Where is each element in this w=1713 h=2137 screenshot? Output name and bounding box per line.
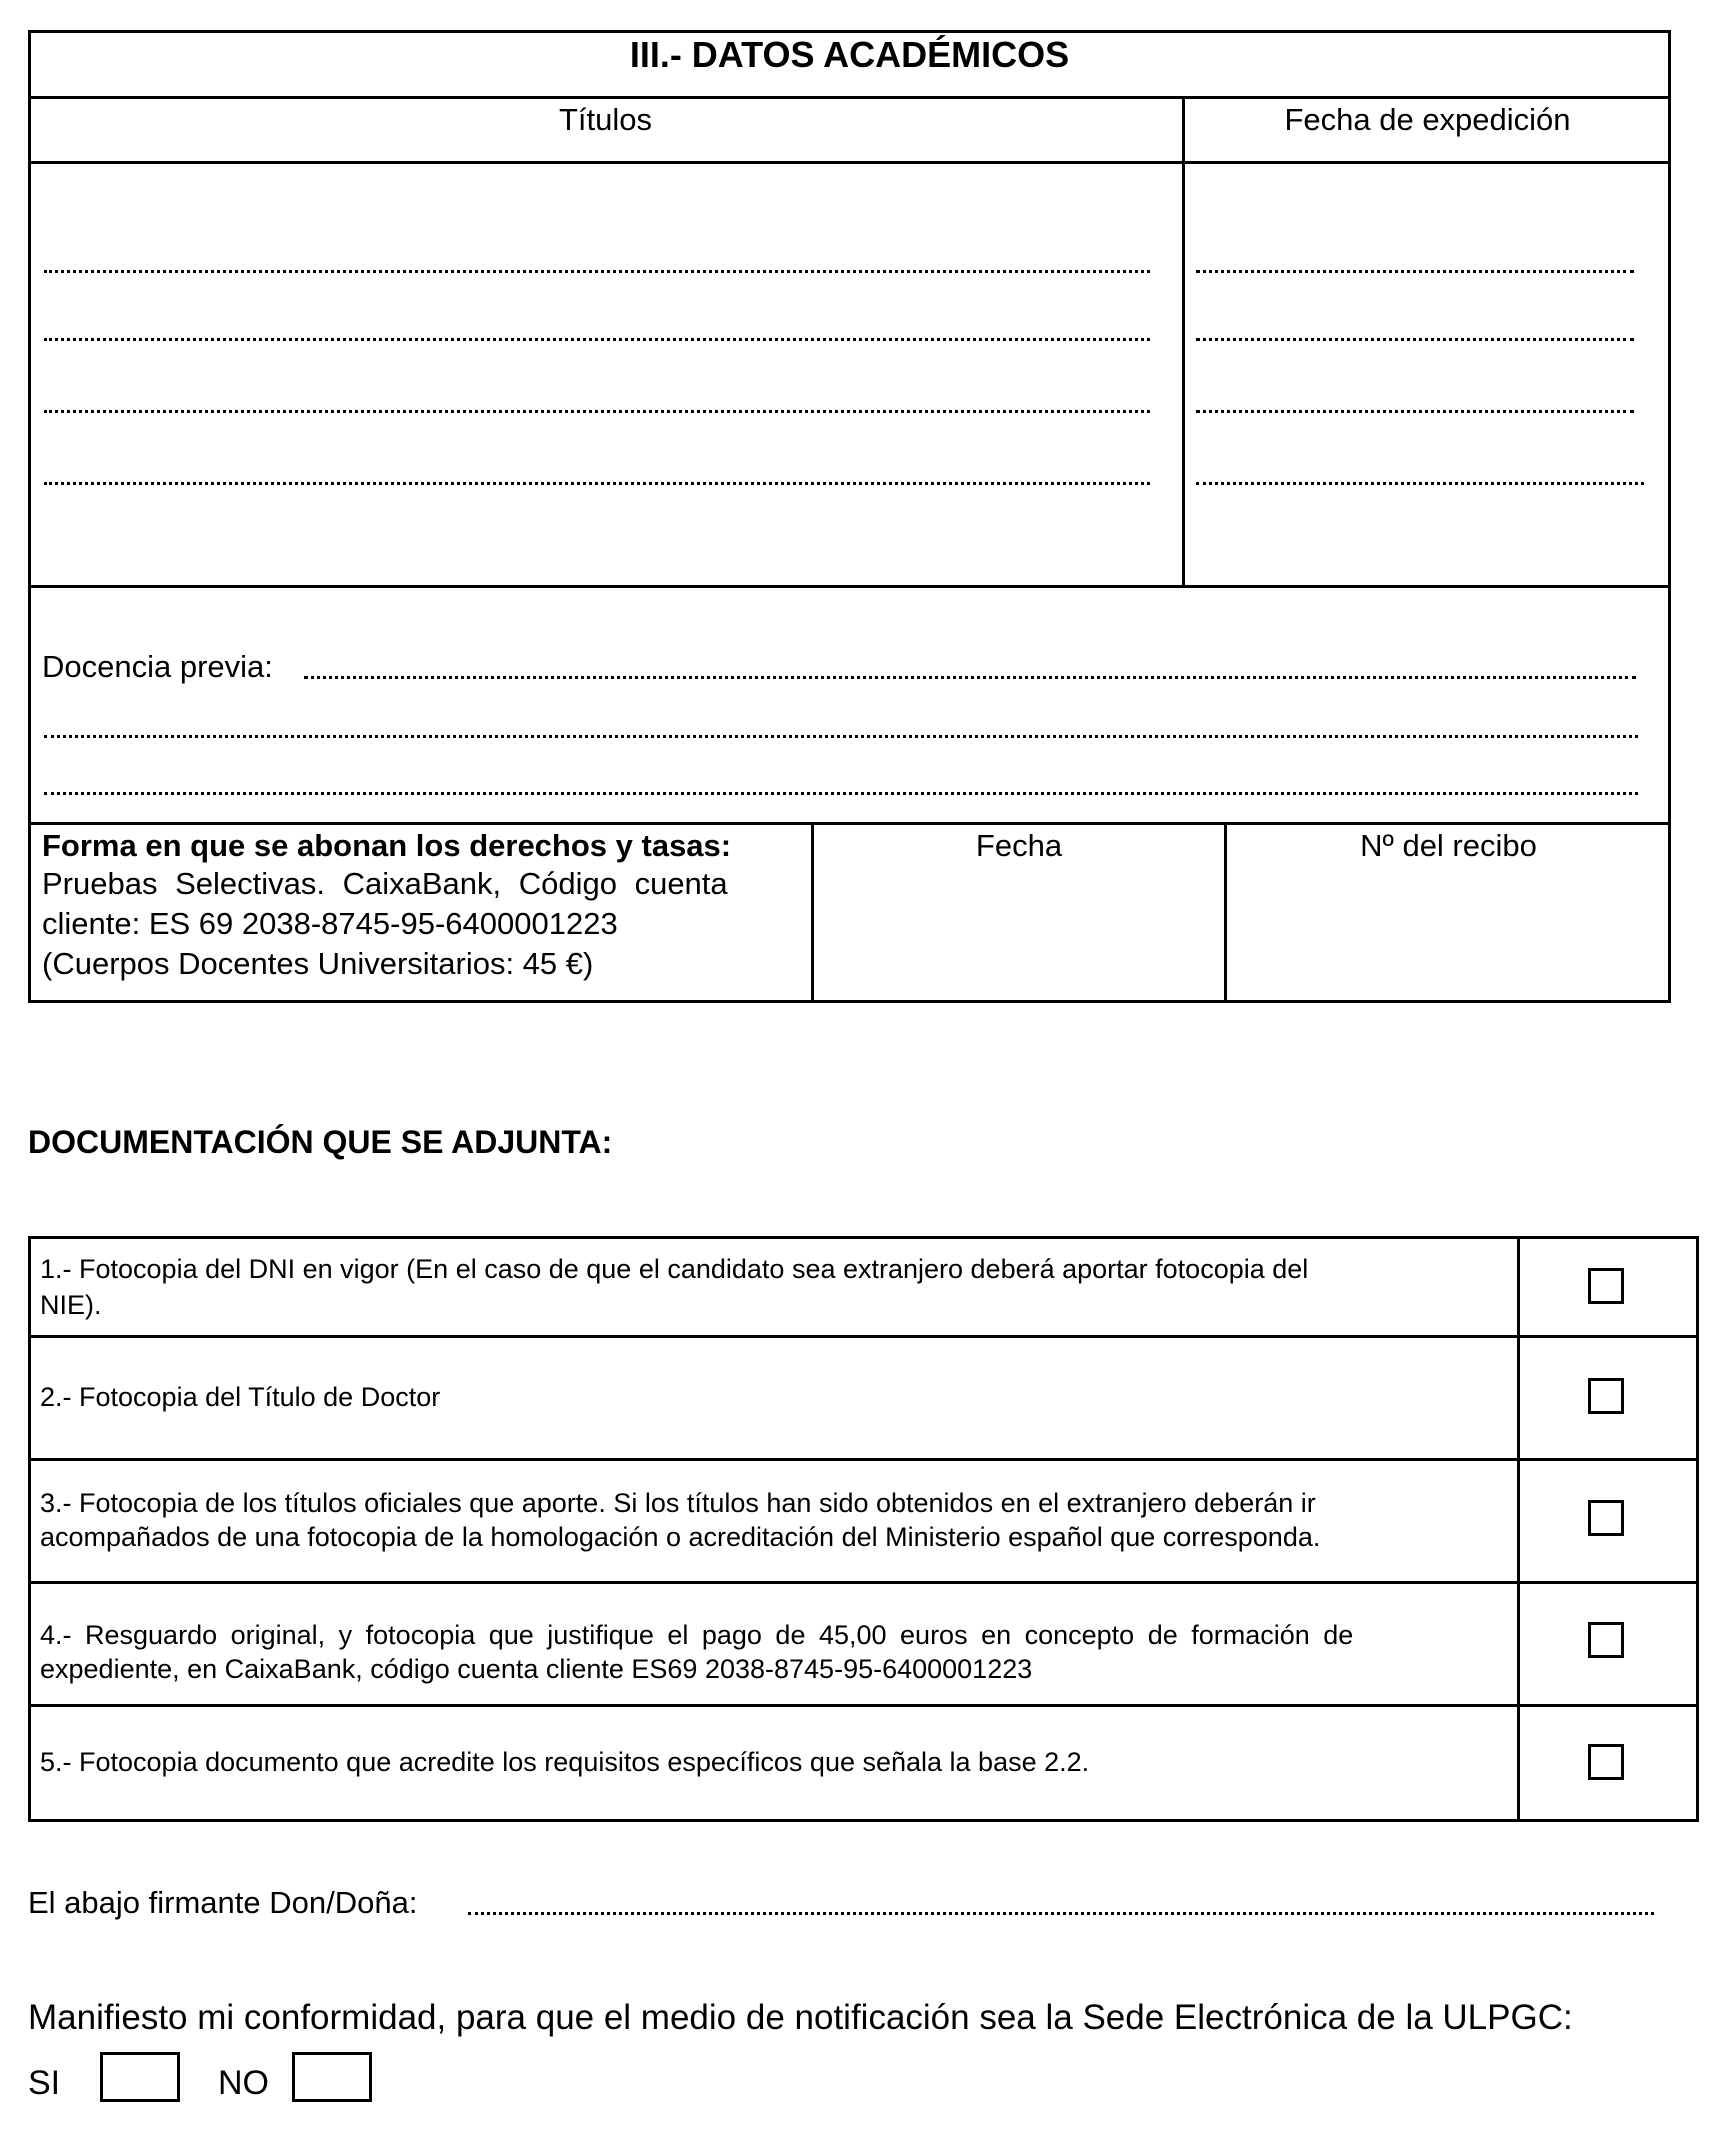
prior-teaching-label: Docencia previa:: [42, 649, 273, 684]
signer-label: El abajo firmante Don/Doña:: [28, 1885, 418, 1920]
title-entry-line[interactable]: [44, 338, 1150, 341]
no-checkbox[interactable]: [292, 2052, 372, 2102]
document-item: 4.- Resguardo original, y fotocopia que justifique el pago de 45,00 euros en concepto de formación de: [40, 1620, 1354, 1650]
divider: [28, 822, 1671, 825]
divider: [28, 1458, 1699, 1461]
divider: [28, 1704, 1699, 1707]
divider: [28, 96, 1671, 99]
document-item: 1.- Fotocopia del DNI en vigor (En el caso de que el candidato sea extranjero deberá aportar fotocopia del: [40, 1254, 1309, 1284]
divider: [28, 1335, 1699, 1338]
issue-date-entry-line[interactable]: [1196, 410, 1634, 413]
document-item: acompañados de una fotocopia de la homologación o acreditación del Ministerio español que corresponda.: [40, 1522, 1321, 1552]
yes-label: SI: [28, 2064, 61, 2102]
document-item: NIE).: [40, 1290, 102, 1320]
documents-heading: DOCUMENTACIÓN QUE SE ADJUNTA:: [28, 1124, 613, 1160]
titles-column-header: Títulos: [558, 102, 653, 137]
divider: [28, 161, 1671, 164]
section-title: III.- DATOS ACADÉMICOS: [629, 34, 1070, 75]
document-item: 2.- Fotocopia del Título de Doctor: [40, 1382, 441, 1412]
issue-date-column-header: Fecha de expedición: [1284, 102, 1571, 137]
prior-teaching-entry-line[interactable]: [304, 676, 1636, 679]
prior-teaching-entry-line[interactable]: [44, 735, 1638, 738]
document-checkbox[interactable]: [1588, 1378, 1624, 1414]
document-item: 3.- Fotocopia de los títulos oficiales que aporte. Si los títulos han sido obtenidos en el extranjero deberán ir: [40, 1488, 1316, 1518]
document-checkbox[interactable]: [1588, 1500, 1624, 1536]
document-checkbox[interactable]: [1588, 1622, 1624, 1658]
consent-text: Manifiesto mi conformidad, para que el medio de notificación sea la Sede Electrónica de la ULPGC:: [28, 1998, 1573, 2037]
yes-checkbox[interactable]: [100, 2052, 180, 2102]
document-item: expediente, en CaixaBank, código cuenta cliente ES69 2038-8745-95-6400001223: [40, 1654, 1033, 1684]
payment-text-line: Pruebas Selectivas. CaixaBank, Código cuenta: [42, 866, 728, 901]
divider: [28, 1581, 1699, 1584]
title-entry-line[interactable]: [44, 270, 1150, 273]
signer-name-line[interactable]: [468, 1912, 1654, 1915]
issue-date-entry-line[interactable]: [1196, 482, 1644, 485]
payment-date-header: Fecha: [975, 828, 1063, 863]
prior-teaching-entry-line[interactable]: [44, 792, 1638, 795]
divider: [1517, 1236, 1520, 1822]
document-checkbox[interactable]: [1588, 1268, 1624, 1304]
issue-date-entry-line[interactable]: [1196, 338, 1634, 341]
issue-date-entry-line[interactable]: [1196, 270, 1634, 273]
payment-text-line: cliente: ES 69 2038-8745-95-6400001223: [42, 906, 618, 941]
receipt-number-header: Nº del recibo: [1360, 828, 1537, 863]
divider: [28, 585, 1671, 588]
document-checkbox[interactable]: [1588, 1744, 1624, 1780]
divider: [1182, 96, 1185, 587]
title-entry-line[interactable]: [44, 482, 1150, 485]
document-item: 5.- Fotocopia documento que acredite los requisitos específicos que señala la base 2.2.: [40, 1747, 1090, 1777]
title-entry-line[interactable]: [44, 410, 1150, 413]
payment-heading: Forma en que se abonan los derechos y tasas:: [42, 828, 732, 863]
no-label: NO: [218, 2064, 269, 2102]
payment-text-line: (Cuerpos Docentes Universitarios: 45 €): [42, 946, 594, 981]
